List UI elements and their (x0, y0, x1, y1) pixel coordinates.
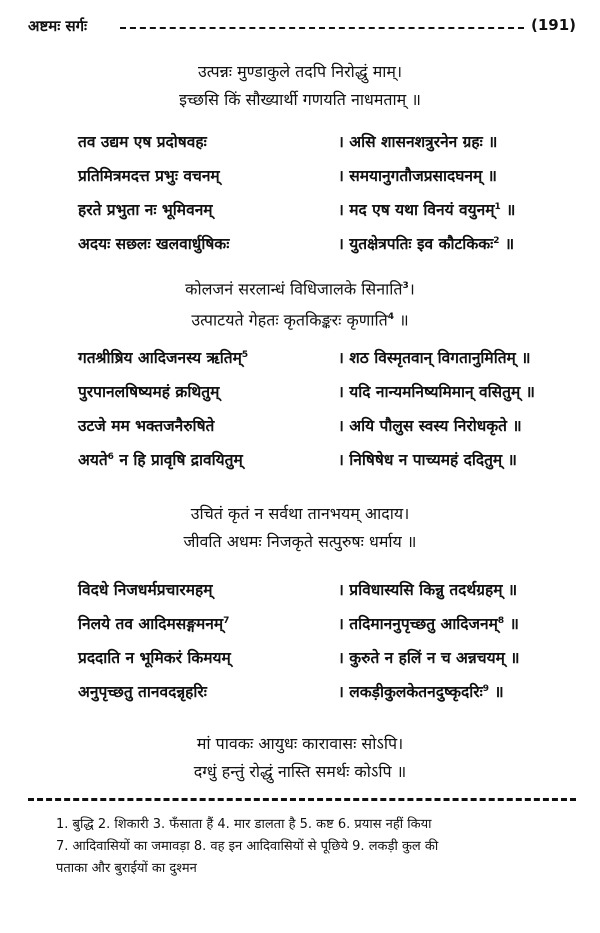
verse-end-mark: ॥ (500, 201, 516, 219)
verse-half-left (78, 346, 248, 368)
page-number: (191) (530, 16, 576, 34)
verse-half-left: उटजे मम भक्तजनैरुषिते (78, 417, 215, 435)
footnote-ref: 6 (107, 451, 114, 462)
verse-line: उत्पन्नः मुण्डाकुले तदपि निरोद्धुं माम्। (197, 62, 403, 81)
verse-end-mark: ॥ (504, 615, 519, 633)
verse-text: कोलजनं सरलान्धं विधिजालके सिनाति (185, 279, 403, 299)
verse-stanza-2 (0, 272, 600, 335)
verse-half-right: । असि शासनशत्रुरनेन ग्रहः ॥ (338, 133, 498, 151)
verse-end-mark: ॥ (489, 683, 504, 701)
verse-stanza-3 (0, 500, 600, 556)
verse-row (0, 376, 600, 410)
verse-half-left (78, 612, 229, 634)
verse-half-left: विदधे निजधर्मप्रचारमहम् (78, 581, 213, 599)
verse-line: उचितं कृतं न सर्वथा तानभयम् आदाय। (190, 504, 410, 523)
verse-line: दग्धुं हन्तुं रोद्धुं नास्ति समर्थः कोऽपि ॥ (193, 762, 407, 781)
verse-line (0, 303, 600, 334)
verse-stanza-1 (0, 58, 600, 114)
verse-stanza-4 (0, 730, 600, 786)
verse-half-right: । प्रविधास्यसि किन्नु तदर्थग्रहम् ॥ (338, 581, 518, 599)
verse-row (0, 126, 600, 160)
verse-line: मां पावकः आयुधः कारावासः सोऽपि। (196, 734, 404, 753)
verse-row (0, 410, 600, 444)
footnote-ref: 3 (402, 281, 409, 291)
verse-half-right (338, 612, 519, 634)
verse-row (0, 444, 600, 478)
verse-half-right: । यदि नान्यमनिष्यमिमान् वसितुम् ॥ (338, 383, 535, 401)
footnote-ref: 8 (497, 615, 505, 626)
verse-half-left: पुरपानलषिष्यमहं क्रथितुम् (78, 383, 220, 401)
verse-half-right: । समयानुगतौजप्रसादघनम् ॥ (338, 167, 497, 185)
verse-line: जीवति अधमः निजकृते सत्पुरुषः धर्माय ॥ (183, 532, 417, 551)
verse-half-left: प्रददाति न भूमिकरं किमयम् (78, 649, 231, 667)
footnote-ref: 4 (387, 312, 395, 323)
verse-half-left: प्रतिमित्रमदत्त प्रभुः वचनम् (78, 167, 220, 185)
verse-half-left: अनुपृच्छतु तानवदन्नृहरिः (78, 683, 207, 701)
page-header (28, 14, 576, 40)
verse-half-right: । अयि पौलुस स्वस्य निरोधकृते ॥ (338, 417, 522, 435)
verse-end-mark: ॥ (499, 235, 515, 253)
verse-row (0, 676, 600, 710)
verse-text: । मद एष यथा विनयं वयुनम् (338, 201, 495, 219)
verse-line (0, 272, 600, 303)
verse-row (0, 228, 600, 262)
verse-text: । तदिमाननुपृच्छतु आदिजनम् (338, 615, 498, 633)
verse-row (0, 194, 600, 228)
verse-half-left: हरते प्रभुता नः भूमिवनम् (78, 201, 213, 219)
verse-text: न हि प्रावृषि द्रावयितुम् (113, 451, 243, 469)
footnote-ref: 9 (482, 683, 490, 694)
verse-text: अयते (78, 451, 108, 469)
verse-row (0, 160, 600, 194)
verse-row (0, 608, 600, 642)
footnote-ref: 5 (241, 349, 249, 360)
verse-half-right (338, 232, 514, 254)
verse-half-left (78, 448, 243, 470)
footnote-line: 7. आदिवासियों का जमावड़ा 8. वह इन आदिवासियों से पूछिये 9. लकड़ी कुल की (56, 839, 439, 854)
verse-end-mark: । (408, 279, 415, 299)
verse-block-2 (0, 342, 600, 478)
verse-half-right (338, 198, 515, 220)
chapter-title: अष्टमः सर्गः (28, 17, 88, 35)
verse-row (0, 642, 600, 676)
verse-half-left: तव उद्यम एष प्रदोषवहः (78, 133, 207, 151)
header-dashed-rule (120, 27, 524, 29)
verse-text: गतश्रीष्रिय आदिजनस्य ऋतिम् (78, 349, 242, 367)
footnote-ref: 2 (493, 235, 500, 246)
verse-text: उत्पाटयते गेहतः कृतकिङ्करः कृणाति (191, 310, 388, 330)
verse-line: इच्छसि किं सौख्यार्थी गणयति नाधमताम् ॥ (179, 90, 421, 109)
verse-text: । युतक्षेत्रपतिः इव कौटकिकः (338, 235, 494, 253)
verse-row (0, 342, 600, 376)
verse-half-right: । निषिषेध न पाच्यमहं ददितुम् ॥ (338, 451, 517, 469)
verse-end-mark: ॥ (394, 310, 409, 330)
verse-text: । लकड़ीकुलकेतनदुष्कृदरिः (338, 683, 483, 701)
verse-half-right: । शठ विस्मृतवान् विगतानुमितिम् ॥ (338, 349, 531, 367)
verse-half-right: । कुरुते न हलिं न च अन्नचयम् ॥ (338, 649, 520, 667)
verse-text: निलये तव आदिमसङ्गमनम् (78, 615, 224, 633)
footnote-ref: 7 (223, 615, 230, 626)
footnote-ref: 1 (494, 201, 501, 212)
footnote-line: पताका और बुराईयों का दुश्मन (56, 861, 197, 876)
footnote-line: 1. बुद्धि 2. शिकारी 3. फँसाता हैं 4. मार डालता है 5. कष्ट 6. प्रयास नहीं किया (56, 817, 432, 832)
verse-block-3 (0, 574, 600, 710)
footnotes (56, 814, 556, 880)
verse-half-right (338, 680, 504, 702)
verse-row (0, 574, 600, 608)
verse-half-left: अदयः सछलः खलवार्धुषिकः (78, 235, 230, 253)
footnote-divider (28, 798, 576, 801)
verse-block-1 (0, 126, 600, 262)
